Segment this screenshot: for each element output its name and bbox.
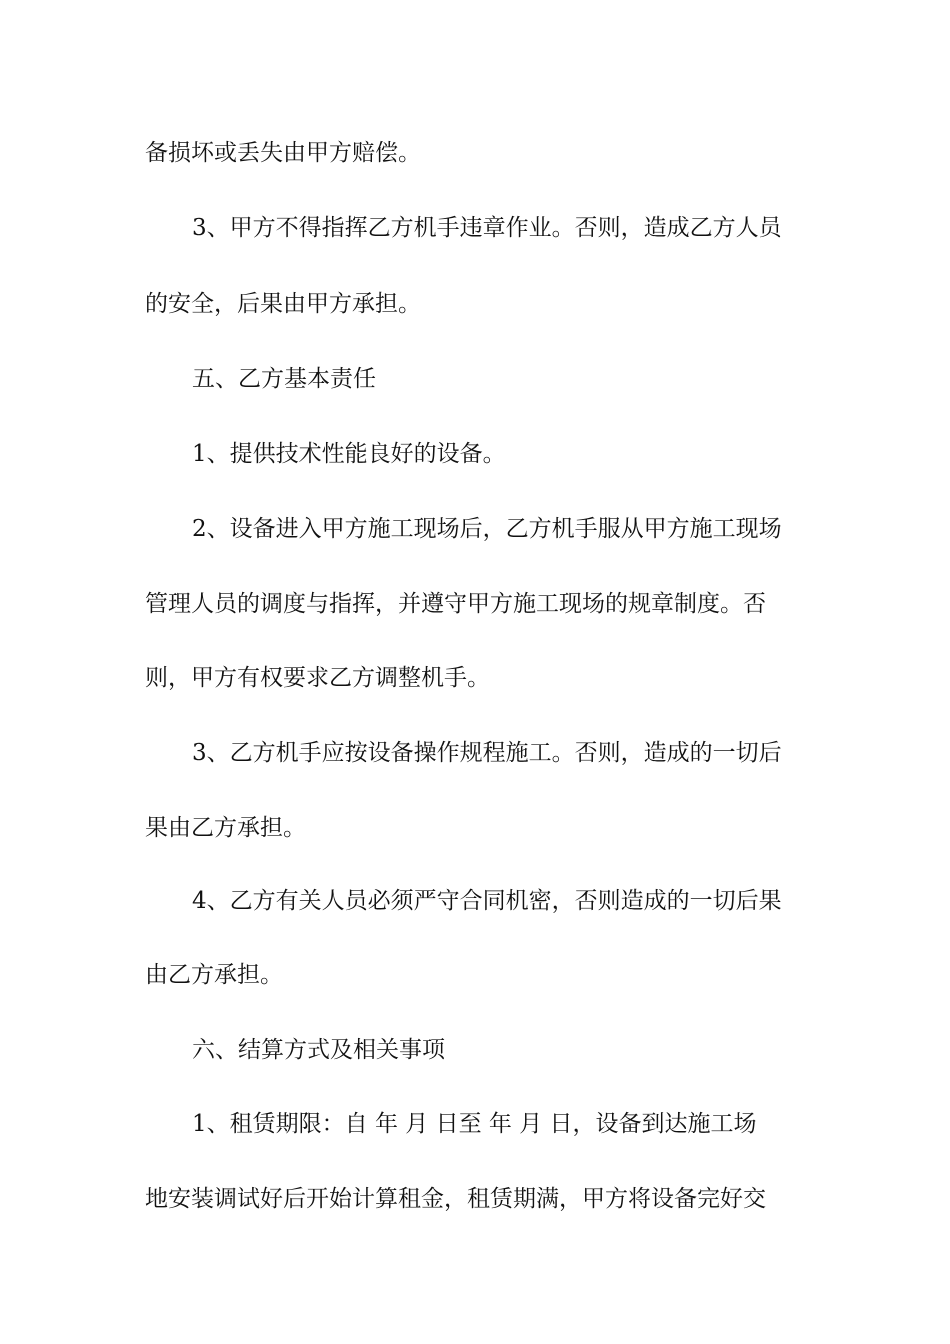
paragraph-line: 3、乙方机手应按设备操作规程施工。否则，造成的一切后 (192, 740, 782, 766)
paragraph-line: 备损坏或丢失由甲方赔偿。 (145, 140, 421, 166)
paragraph-line: 管理人员的调度与指挥，并遵守甲方施工现场的规章制度。否 (145, 591, 766, 617)
paragraph-line: 则，甲方有权要求乙方调整机手。 (145, 665, 490, 691)
paragraph-line: 3、甲方不得指挥乙方机手违章作业。否则，造成乙方人员 (192, 215, 782, 241)
paragraph-line: 由乙方承担。 (145, 962, 283, 988)
paragraph-line: 4、乙方有关人员必须严守合同机密，否则造成的一切后果 (192, 888, 782, 914)
section-heading: 六、结算方式及相关事项 (192, 1037, 445, 1063)
paragraph-line: 地安装调试好后开始计算租金，租赁期满，甲方将设备完好交 (145, 1186, 766, 1212)
paragraph-line: 的安全，后果由甲方承担。 (145, 291, 421, 317)
paragraph-line: 果由乙方承担。 (145, 815, 306, 841)
section-heading: 五、乙方基本责任 (192, 366, 376, 392)
paragraph-line: 2、设备进入甲方施工现场后，乙方机手服从甲方施工现场 (192, 516, 782, 542)
paragraph-line: 1、租赁期限：自 年 月 日至 年 月 日，设备到达施工场 (192, 1111, 757, 1137)
paragraph-line: 1、提供技术性能良好的设备。 (192, 441, 506, 467)
